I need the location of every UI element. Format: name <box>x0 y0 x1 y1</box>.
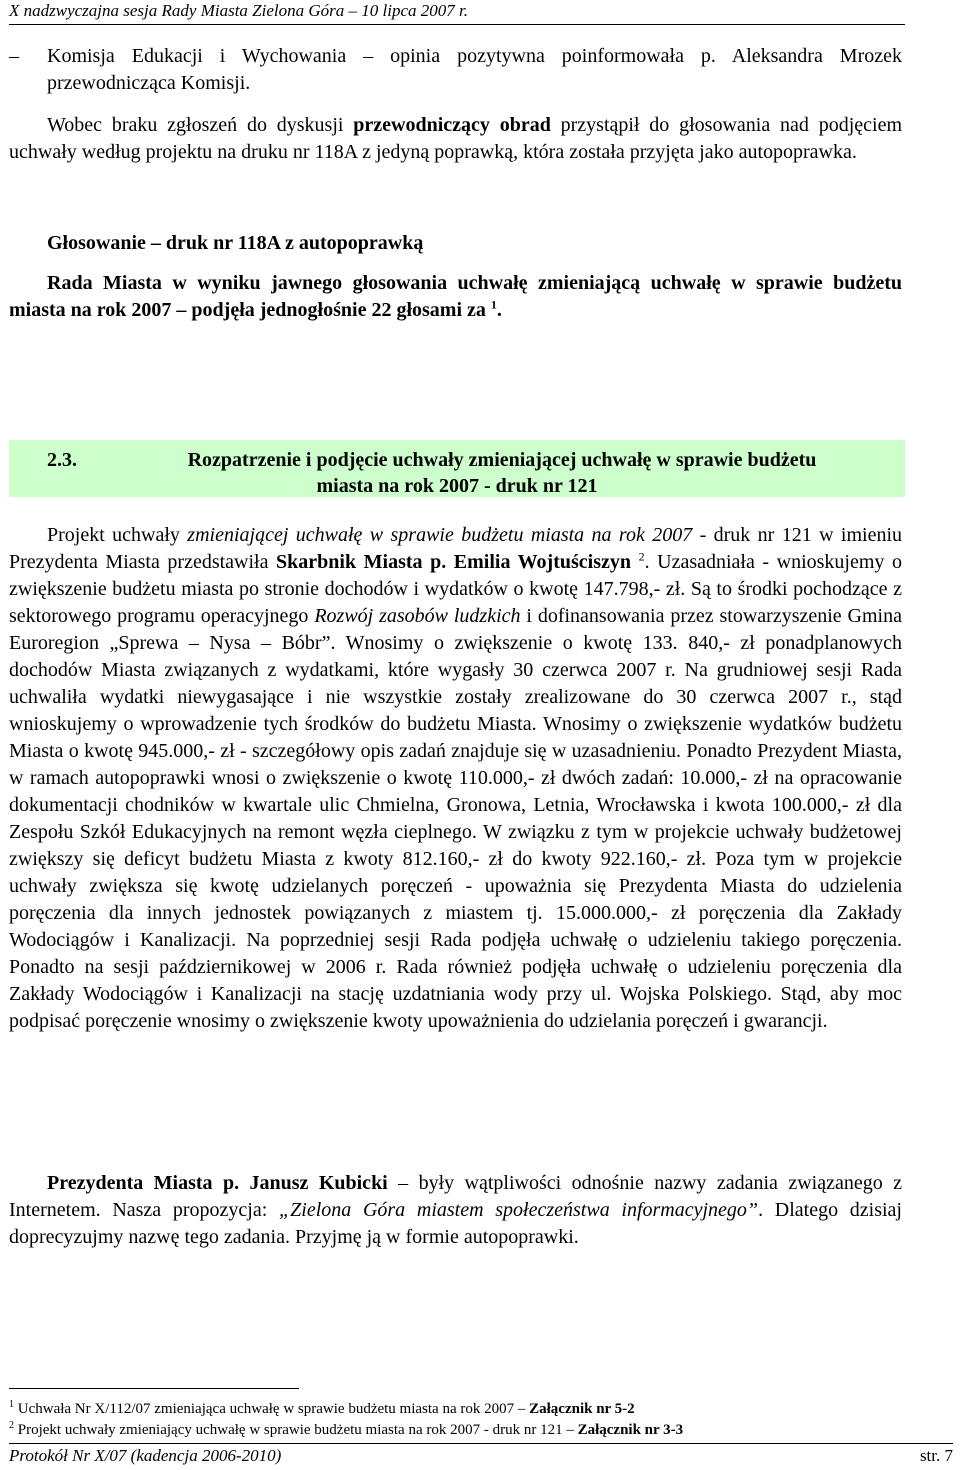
text-run: – były wątpliwości odnośnie nazwy zadania związanego z Internetem. Nasza propozycja: <box>9 1172 902 1221</box>
paragraph-budget-project <box>9 522 902 1035</box>
footnote-attachment: Załącznik nr 5-2 <box>529 1401 635 1417</box>
text-run: Wobec braku zgłoszeń do dyskusji <box>47 114 354 136</box>
footnote-text: Projekt uchwały zmieniający uchwałę w sprawie budżetu miasta na rok 2007 - druk nr 121 – <box>17 1422 578 1438</box>
paragraph-voting-intro <box>9 112 902 166</box>
text-run: - druk nr 121 w imieniu Prezydenta Miasta przedstawiła <box>9 524 903 573</box>
bold-run: Prezydenta Miasta p. Janusz Kubicki <box>47 1172 388 1194</box>
bold-run: Skarbnik Miasta p. Emilia Wojtuściszyn <box>276 551 631 573</box>
vote-title-text: Głosowanie – druk nr 118A z autopoprawką <box>47 232 424 254</box>
footnote-ref[interactable]: 2 <box>638 549 645 564</box>
page-footer <box>9 1443 953 1468</box>
footnote-ref[interactable]: 1 <box>490 297 497 312</box>
page-header: X nadzwyczajna sesja Rady Miasta Zielona Góra – 10 lipca 2007 r. <box>9 0 905 25</box>
footnote <box>9 1421 909 1440</box>
vote-result <box>9 270 902 324</box>
text-run: . Uzasadniała - wnioskujemy o zwiększenie budżetu miasta po stronie dochodów i wydatków o kwotę 147.798,- zł. Są to środki pochodzące z sektorowego programu operacyjnego <box>9 551 902 627</box>
italic-run: Rozwój zasobów ludzkich <box>314 605 521 627</box>
bullet-text: Komisja Edukacji i Wychowania – opinia pozytywna poinformowała p. Aleksandra Mrozek przewodnicząca Komisji. <box>47 45 902 94</box>
footnote-number: 2 <box>9 1420 14 1431</box>
italic-run: „Zielona Góra miastem społeczeństwa informacyjnego” <box>279 1199 759 1221</box>
paragraph-president <box>9 1170 902 1251</box>
text-run: i dofinansowania przez stowarzyszenie Gmina Euroregion „Sprewa – Nysa – Bóbr”. Wnosimy o zwiększenie o kwotę 133. 840,- zł ponadplanowych dochodów Miasta związanych z wydatkami, które wygasły 30 czerwca 2007 r. Na grudniowej sesji Rada uchwaliła wydatki niewygasające i nie wszystkie zostały zrealizowane do 30 czerwca 2007 r., stąd wnioskujemy o wprowadzenie tych środków do budżetu Miasta. Wnosimy o zwiększenie wydatków budżetu Miasta o kwotę 945.000,- zł - szczegółowy opis zadań znajduje się w uzasadnieniu. Ponadto Prezydent Miasta, w ramach autopoprawki wnosi o zwiększenie o kwotę 110.000,- zł dwóch zadań: 10.000,- zł na opracowanie dokumentacji chodników w kwartale ulic Chmielna, Gronowa, Letnia, Wrocławska i kwota 100.000,- zł dla Zespołu Szkół Edukacyjnych na remont węzła cieplnego. W związku z tym w projekcie uchwały budżetowej zwiększy się deficyt budżetu Miasta z kwoty 812.160,- zł do kwoty 922.160,- zł. Poza tym w projekcie uchwały zwiększa się kwotę udzielanych poręczeń - upoważnia się Prezydenta Miasta do udzielenia poręczenia dla innych jednostek powiązanych z miastem tj. 15.000.000,- zł poręczenia dla Zakłady Wodociągów i Kanalizacji. Na poprzedniej sesji Rada podjęła uchwałę o udzieleniu takiego poręczenia. Ponadto na sesji październikowej w 2006 r. Rada również podjęła uchwałę o udzieleniu poręczenia dla Zakłady Wodociągów i Kanalizacji na stację uzdatniania wody przy ul. Wojska Polskiego. Stąd, aby moc podpisać poręczenie wnosimy o zwiększenie kwoty upoważnienia do udzielania poręczeń i gwarancji. <box>9 605 902 1032</box>
italic-run: zmieniającej uchwałę w sprawie budżetu miasta na rok 2007 <box>187 524 693 546</box>
section-title-line1: Rozpatrzenie i podjęcie uchwały zmieniającej uchwałę w sprawie budżetu <box>187 449 817 471</box>
section-heading <box>9 440 905 497</box>
text-run: . <box>496 299 502 321</box>
footnote-number: 1 <box>9 1399 14 1410</box>
text-run: Projekt uchwały <box>47 524 188 546</box>
footnote-attachment: Załącznik nr 3-3 <box>577 1422 684 1438</box>
footnote-separator <box>9 1388 299 1389</box>
text-run: przystąpił do głosowania nad podjęciem uchwały według projektu na druku nr 118A z jedyną poprawką, która została przyjęta jako autopoprawka. <box>9 114 903 163</box>
text-run: . Dlatego dzisiaj doprecyzujmy nazwę tego zadania. Przyjmę ją w formie autopoprawki. <box>9 1199 902 1248</box>
footer-title: Protokół Nr X/07 (kadencja 2006-2010) <box>9 1446 282 1465</box>
bullet-item <box>9 43 902 97</box>
vote-title <box>9 230 902 257</box>
section-title-line2: miasta na rok 2007 - druk nr 121 <box>316 475 598 497</box>
page-number: str. 7 <box>919 1446 953 1465</box>
footnote <box>9 1400 909 1419</box>
vote-result-text: Rada Miasta w wyniku jawnego głosowania uchwałę zmieniającą uchwałę w sprawie budżetu miasta na rok 2007 – podjęła jednogłośnie 22 głosami za <box>9 272 902 321</box>
bold-run: przewodniczący obrad <box>353 114 551 136</box>
section-number: 2.3. <box>47 449 77 471</box>
footnote-text: Uchwała Nr X/112/07 zmieniająca uchwałę w sprawie budżetu miasta na rok 2007 – <box>17 1401 530 1417</box>
bullet-dash: – <box>9 45 19 67</box>
